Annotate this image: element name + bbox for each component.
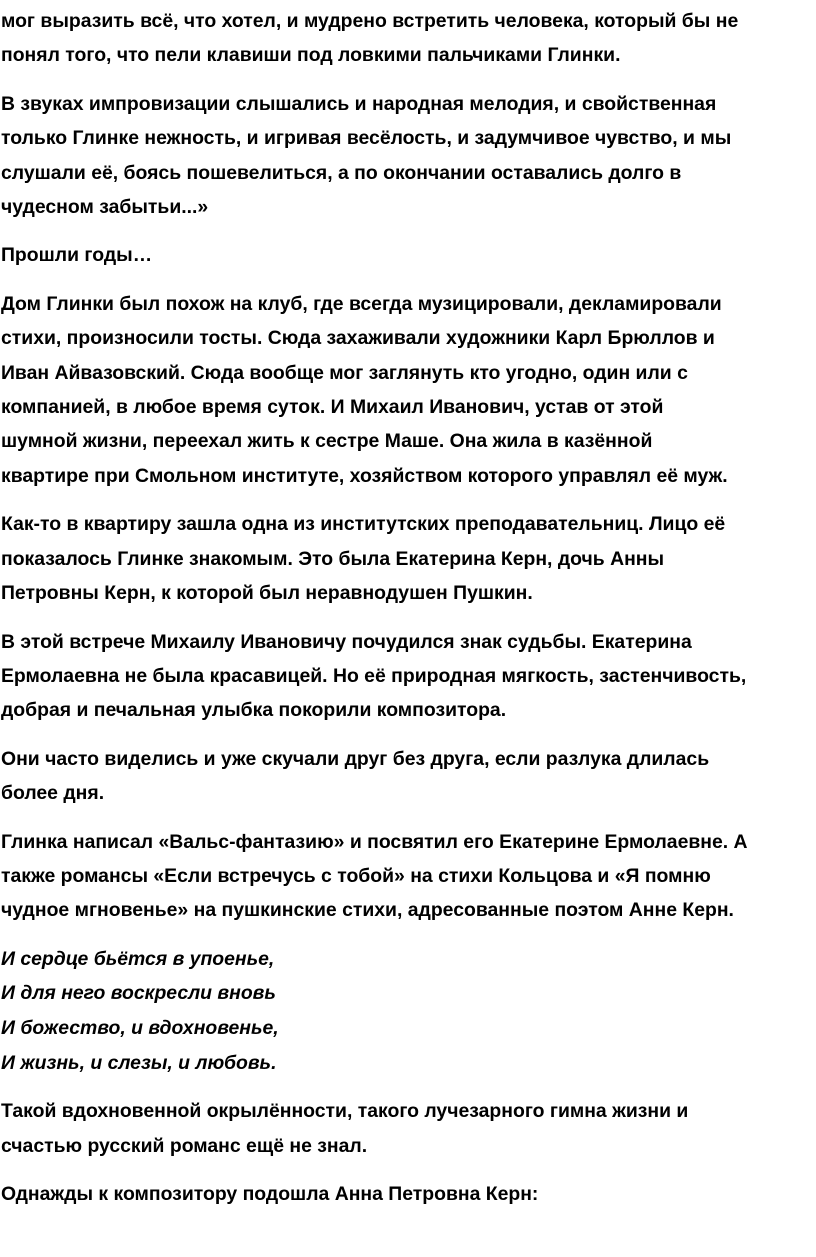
paragraph-7 [1,742,816,811]
poem-line: И сердце бьётся в упоенье, [1,947,275,970]
text-line: В этой встрече Михаилу Ивановичу почудился знак судьбы. Екатерина [1,630,692,653]
poem-quote [1,942,816,1080]
text-line: только Глинке нежность, и игривая весёлость, и задумчивое чувство, и мы [1,127,732,150]
text-line: стихи, произносили тосты. Сюда захаживали художники Карл Брюллов и [1,327,715,350]
paragraph-2 [1,87,816,225]
text-line: компанией, в любое время суток. И Михаил Иванович, устав от этой [1,396,664,419]
text-line: добрая и печальная улыбка покорили композитора. [1,699,507,722]
text-line: Ермолаевна не была красавицей. Но её природная мягкость, застенчивость, [1,664,747,687]
paragraph-3 [1,238,816,272]
text-line: показалось Глинке знакомым. Это была Екатерина Керн, дочь Анны [1,547,665,570]
paragraph-6 [1,625,816,728]
text-line: Глинка написал «Вальс-фантазию» и посвятил его Екатерине Ермолаевне. А [1,830,748,853]
text-line: более дня. [1,782,105,805]
text-line: чудесном забытьи...» [1,196,209,219]
paragraph-1 [1,4,816,73]
poem-line: И для него воскресли вновь [1,982,276,1005]
text-line: Иван Айвазовский. Сюда вообще мог заглянуть кто угодно, один или с [1,361,688,384]
poem-line: И божество, и вдохновенье, [1,1016,279,1039]
text-line: Такой вдохновенной окрылённости, такого лучезарного гимна жизни и [1,1100,689,1123]
paragraph-10 [1,1177,816,1211]
text-line: чудное мгновенье» на пушкинские стихи, адресованные поэтом Анне Керн. [1,899,734,922]
text-line: Петровны Керн, к которой был неравнодушен Пушкин. [1,582,533,605]
text-line: Прошли годы… [1,244,153,267]
paragraph-9 [1,1094,816,1163]
text-line: Дом Глинки был похож на клуб, где всегда музицировали, декламировали [1,292,722,315]
text-line: шумной жизни, переехал жить к сестре Маше. Она жила в казённой [1,430,653,453]
poem-line: И жизнь, и слезы, и любовь. [1,1051,277,1074]
paragraph-8 [1,825,816,928]
text-line: Однажды к композитору подошла Анна Петровна Керн: [1,1182,539,1205]
text-line: Как-то в квартиру зашла одна из институтских преподавательниц. Лицо её [1,513,726,536]
text-line: счастью русский романс ещё не знал. [1,1134,368,1157]
paragraph-5 [1,507,816,610]
text-line: понял того, что пели клавиши под ловкими пальчиками Глинки. [1,44,621,67]
text-line: Они часто виделись и уже скучали друг без друга, если разлука длилась [1,747,710,770]
text-line: также романсы «Если встречусь с тобой» на стихи Кольцова и «Я помню [1,864,711,887]
text-line: В звуках импровизации слышались и народная мелодия, и свойственная [1,92,717,115]
text-line: мог выразить всё, что хотел, и мудрено встретить человека, который бы не [1,10,739,32]
text-line: слушали её, боясь пошевелиться, а по окончании оставались долго в [1,161,682,184]
text-line: квартире при Смольном институте, хозяйством которого управлял её муж. [1,464,728,487]
paragraph-4 [1,287,816,493]
